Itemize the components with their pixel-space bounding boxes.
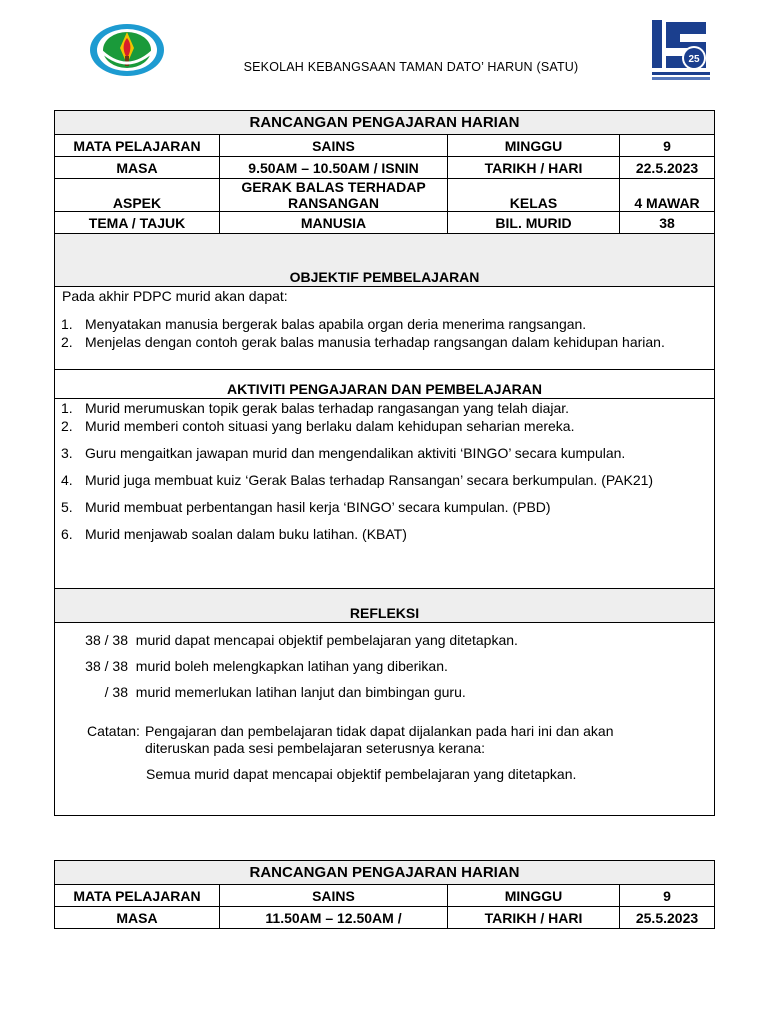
reflection-section — [55, 623, 715, 816]
week-value: 9 — [620, 135, 715, 157]
activity-item: 1. Murid merumuskan topik gerak balas terhadap rangasangan yang telah diajar. — [61, 400, 570, 416]
reflection-line: 38 / 38 murid dapat mencapai objektif pembelajaran yang ditetapkan. — [85, 632, 518, 648]
lesson-plan-table-2 — [54, 860, 715, 929]
class-value: 4 MAWAR — [620, 179, 715, 212]
school-name: SEKOLAH KEBANGSAAN TAMAN DATO’ HARUN (SATU) — [243, 60, 579, 74]
date-value: 25.5.2023 — [620, 907, 715, 929]
time-label: MASA — [55, 907, 220, 929]
time-value: 11.50AM – 12.50AM / — [220, 907, 448, 929]
subject-value: SAINS — [220, 135, 448, 157]
objectives-intro: Pada akhir PDPC murid akan dapat: — [62, 288, 288, 304]
activity-item: 4. Murid juga membuat kuiz ‘Gerak Balas terhadap Ransangan’ secara berkumpulan. (PAK21) — [61, 472, 654, 488]
activity-item: 3. Guru mengaitkan jawapan murid dan mengendalikan aktiviti ‘BINGO’ secara kumpulan. — [61, 445, 626, 461]
week-value: 9 — [620, 885, 715, 907]
activities-heading: AKTIVITI PENGAJARAN DAN PEMBELAJARAN — [55, 370, 715, 399]
class-label: KELAS — [448, 179, 620, 212]
date-label: TARIKH / HARI — [448, 157, 620, 179]
activity-item: 2. Murid memberi contoh situasi yang berlaku dalam kehidupan seharian mereka. — [61, 418, 575, 434]
note-text: Pengajaran dan pembelajaran tidak dapat dijalankan pada hari ini dan akan diteruskan pada sesi pembelajaran seterusnya kerana: — [144, 723, 614, 756]
ministry-logo — [650, 16, 712, 82]
objective-item: 2. Menjelas dengan contoh gerak balas manusia terhadap rangsangan dalam kehidupan harian. — [61, 334, 665, 350]
plan-title: RANCANGAN PENGAJARAN HARIAN — [55, 111, 715, 135]
activity-item: 5. Murid membuat perbentangan hasil kerja ‘BINGO’ secara kumpulan. (PBD) — [61, 499, 551, 515]
reflection-line: / 38 murid memerlukan latihan lanjut dan bimbingan guru. — [104, 684, 466, 700]
students-value: 38 — [620, 212, 715, 234]
date-value: 22.5.2023 — [620, 157, 715, 179]
objective-item: 1. Menyatakan manusia bergerak balas apabila organ deria menerima rangsangan. — [61, 316, 587, 332]
theme-label: TEMA / TAJUK — [55, 212, 220, 234]
subject-label: MATA PELAJARAN — [55, 135, 220, 157]
time-label: MASA — [55, 157, 220, 179]
objectives-section — [55, 287, 715, 370]
svg-text:25: 25 — [688, 54, 700, 65]
objectives-heading: OBJEKTIF PEMBELAJARAN — [55, 234, 715, 287]
aspect-value: GERAK BALAS TERHADAP RANSANGAN — [220, 179, 448, 212]
page-header — [0, 0, 768, 100]
note-block — [55, 723, 714, 783]
subject-label: MATA PELAJARAN — [55, 885, 220, 907]
students-label: BIL. MURID — [448, 212, 620, 234]
activity-item: 6. Murid menjawab soalan dalam buku latihan. (KBAT) — [61, 526, 407, 542]
date-label: TARIKH / HARI — [448, 907, 620, 929]
activities-section — [55, 399, 715, 589]
lesson-plan-table-1 — [54, 110, 715, 816]
theme-value: MANUSIA — [220, 212, 448, 234]
note-label: Catatan: — [87, 723, 140, 739]
aspect-label: ASPEK — [55, 179, 220, 212]
subject-value: SAINS — [220, 885, 448, 907]
week-label: MINGGU — [448, 135, 620, 157]
note-reason: Semua murid dapat mencapai objektif pembelajaran yang ditetapkan. — [146, 766, 577, 782]
time-value: 9.50AM – 10.50AM / ISNIN — [220, 157, 448, 179]
plan-title: RANCANGAN PENGAJARAN HARIAN — [55, 861, 715, 885]
reflection-heading: REFLEKSI — [55, 589, 715, 623]
reflection-line: 38 / 38 murid boleh melengkapkan latihan yang diberikan. — [85, 658, 448, 674]
week-label: MINGGU — [448, 885, 620, 907]
